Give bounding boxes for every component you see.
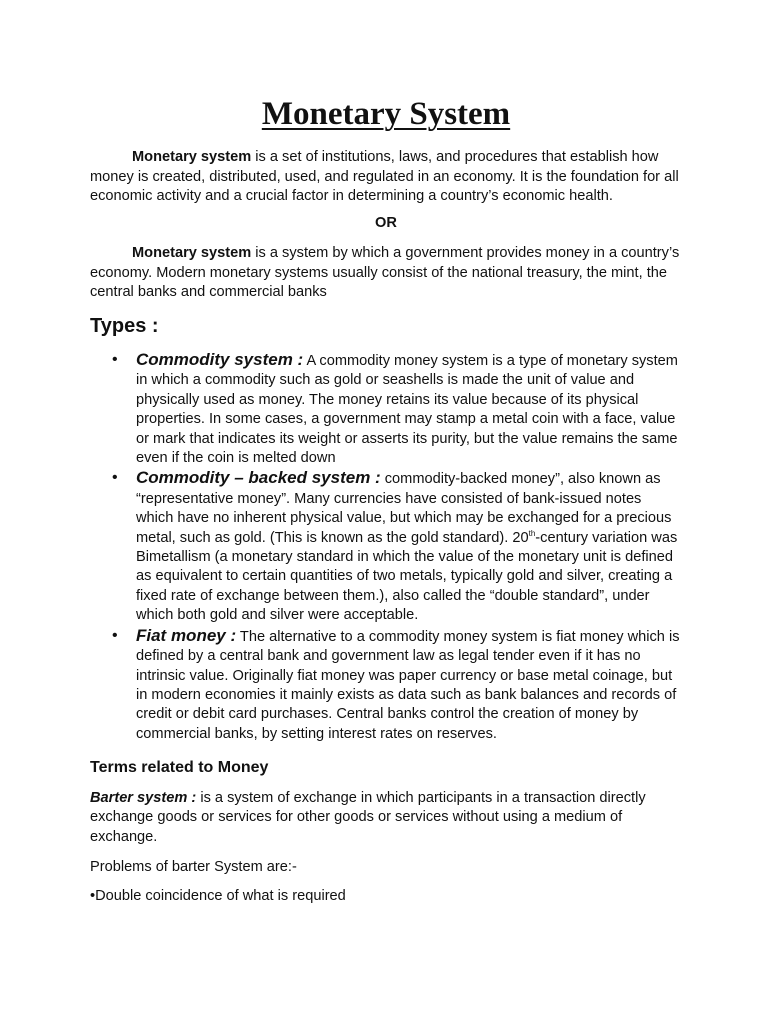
page-title: Monetary System (261, 96, 511, 132)
bullet-icon: • (112, 626, 118, 644)
intro-paragraph-2 (90, 244, 682, 303)
type-item-fiat (90, 626, 682, 744)
bullet-icon: • (112, 469, 118, 487)
type-title: Commodity – backed system : (136, 468, 381, 488)
barter-text: is a system of exchange in which participants in a transaction directly exchange goods or services for other goods or services without using a medium of exchange. (90, 790, 646, 845)
type-text: commodity-backed money”, also known as “representative money”. Many currencies have consisted of bank-issued notes which have no inherent physical value, but which may be exchanged for a precious metal, such as gold. (This is known as the gold standard). 20 (136, 471, 672, 546)
type-title: Fiat money : (136, 625, 237, 645)
superscript: th (528, 528, 536, 538)
or-separator: OR (375, 215, 397, 231)
types-heading: Types : (90, 315, 159, 337)
intro-2-lead: Monetary system (132, 245, 252, 261)
barter-lead: Barter system : (90, 790, 197, 806)
types-list (90, 350, 682, 744)
type-title: Commodity system : (136, 350, 304, 369)
intro-1-lead: Monetary system (132, 149, 252, 165)
bullet-icon: • (112, 351, 118, 368)
problems-label: Problems of barter System are:- (90, 859, 297, 875)
intro-paragraph-1 (90, 148, 682, 207)
intro-1-text: is a set of institutions, laws, and procedures that establish how money is created, distributed, used, and regulated in an economy. It is the foundation for all economic activity and a crucial factor in determining a country’s economic health. (90, 149, 679, 204)
type-item-commodity (90, 350, 682, 468)
double-coincidence-item: •Double coincidence of what is required (90, 888, 346, 904)
type-text-continued: -century variation was Bimetallism (a monetary standard in which the value of the monetary unit is defined as equivalent to certain quantities of two metals, typically gold and silver, creating a fixed rate of exchange between them.), also called the “double standard”, under which both gold and silver were acceptable. (136, 529, 678, 624)
type-text: The alternative to a commodity money system is fiat money which is defined by a central bank and government law as legal tender even if it has no intrinsic value. Originally fiat money was paper currency or base metal coinage, but in modern economies it mainly exists as data such as bank balances and records of credit or debit card purchases. Central banks control the creation of money by commercial banks, by setting interest rates on reserves. (136, 628, 680, 742)
type-item-commodity-backed (90, 468, 682, 625)
terms-heading: Terms related to Money (90, 759, 269, 776)
intro-2-text: is a system by which a government provides money in a country’s economy. Modern monetary systems usually consist of the national treasury, the mint, the central banks and commercial banks (90, 245, 680, 300)
type-text: A commodity money system is a type of monetary system in which a commodity such as gold or seashells is made the unit of value and physically used as money. The money retains its value because of its physical properties. In some cases, a government may stamp a metal coin with a face, value or mark that indicates its weight or asserts its purity, but the value remains the same even if the coin is melted down (136, 353, 678, 467)
barter-paragraph (90, 789, 680, 847)
